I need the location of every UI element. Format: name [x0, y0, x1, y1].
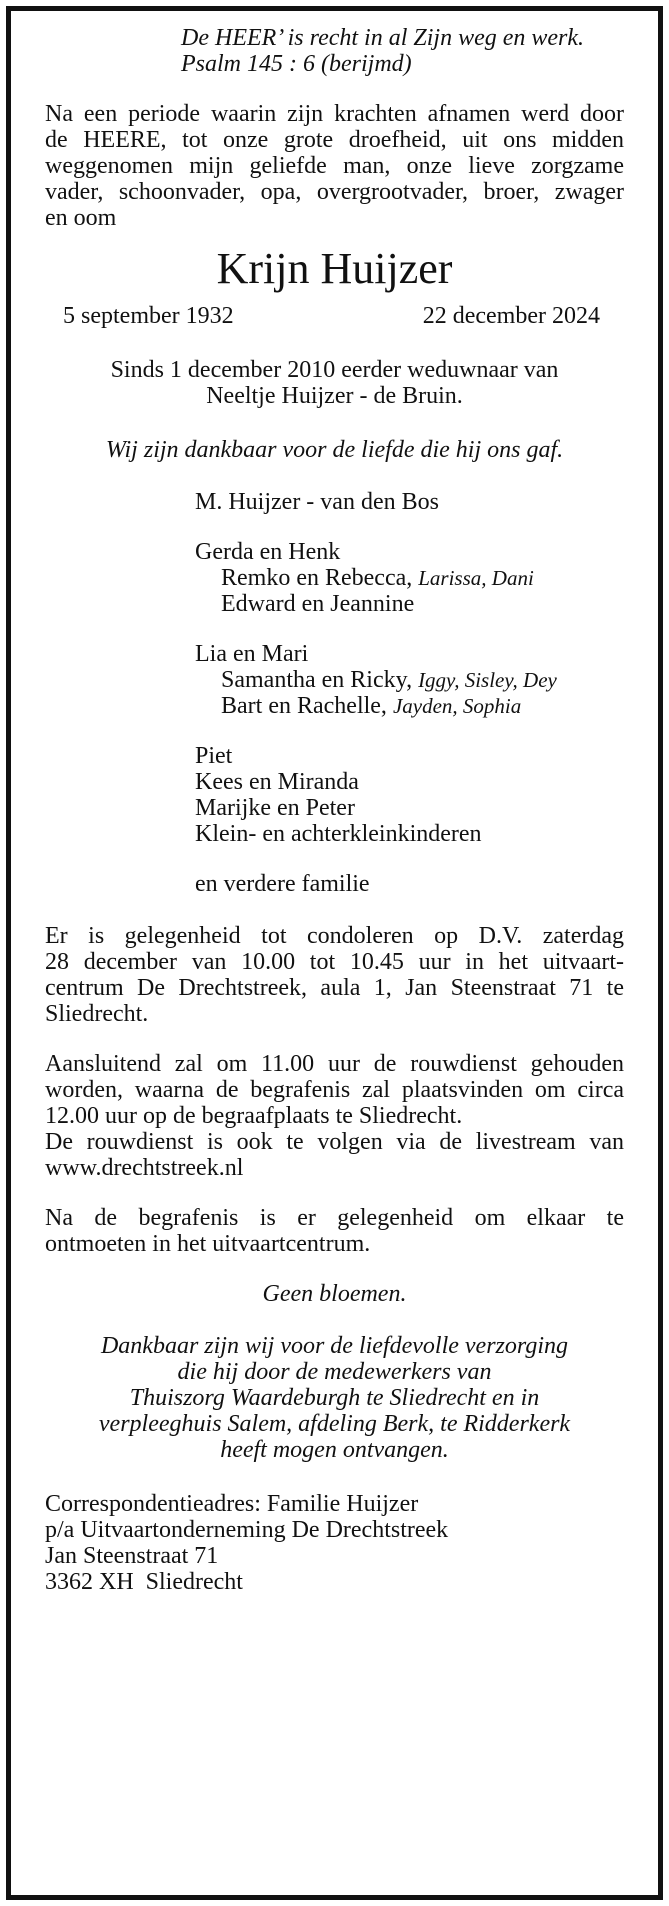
condolence-line: Sliedrecht.: [45, 1001, 149, 1027]
after-funeral-line: ontmoeten in het uitvaartcentrum.: [45, 1231, 371, 1257]
family-spouse: M. Huijzer - van den Bos: [195, 489, 439, 515]
gratitude-line: die hij door de medewerkers van: [177, 1359, 492, 1385]
condolence-line: 28 december van 10.00 tot 10.45 uur in het uitvaart-: [45, 949, 624, 975]
correspondence-line: Correspondentieadres: Familie Huijzer: [45, 1491, 419, 1517]
service-line: De rouwdienst is ook te volgen via de livestream van: [45, 1129, 624, 1155]
condolence-line: centrum De Drechtstreek, aula 1, Jan Steenstraat 71 te: [45, 975, 624, 1001]
death-date: 22 december 2024: [422, 303, 600, 329]
gratitude-line: Thuiszorg Waardeburgh te Sliedrecht en in: [129, 1385, 540, 1411]
family-grandchild: [221, 589, 414, 619]
motto-reference: Psalm 145 : 6 (berijmd): [181, 51, 412, 77]
family-member: Klein- en achterkleinkinderen: [195, 821, 482, 847]
widower-line: Sinds 1 december 2010 eerder weduwnaar van: [110, 357, 559, 383]
family-member: Piet: [195, 743, 233, 769]
grandchild-names: Samantha en Ricky,: [221, 667, 413, 693]
thanks-quote: Wij zijn dankbaar voor de liefde die hij ons gaf.: [105, 437, 564, 463]
family-member: Marijke en Peter: [195, 795, 355, 821]
motto-text: De HEER’ is recht in al Zijn weg en werk.: [181, 25, 585, 51]
intro-line: weggenomen mijn geliefde man, onze lieve zorgzame: [45, 153, 624, 179]
great-grandchildren: Iggy, Sisley, Dey: [418, 668, 557, 692]
condolence-line: Er is gelegenheid tot condoleren op D.V. zaterdag: [45, 923, 624, 949]
widower-line: Neeltje Huijzer - de Bruin.: [206, 383, 463, 409]
service-line: 12.00 uur op de begraafplaats te Sliedrecht.: [45, 1103, 463, 1129]
deceased-name: Krijn Huijzer: [216, 244, 453, 293]
family-member: Kees en Miranda: [195, 769, 359, 795]
gratitude-line: heeft mogen ontvangen.: [220, 1437, 449, 1463]
livestream-link: www.drechtstreek.nl: [45, 1155, 244, 1181]
grandchild-names: Bart en Rachelle,: [221, 693, 387, 719]
gratitude-line: Dankbaar zijn wij voor de liefdevolle verzorging: [100, 1333, 569, 1359]
service-line: Aansluitend zal om 11.00 uur de rouwdienst gehouden: [45, 1051, 624, 1077]
correspondence-line: 3362 XH Sliedrecht: [45, 1569, 243, 1595]
no-flowers-note: Geen bloemen.: [262, 1281, 407, 1307]
correspondence-line: p/a Uitvaartonderneming De Drechtstreek: [45, 1517, 449, 1543]
gratitude-line: verpleeghuis Salem, afdeling Berk, te Ridderkerk: [98, 1411, 571, 1437]
birth-date: 5 september 1932: [63, 303, 234, 329]
after-funeral-line: Na de begrafenis is er gelegenheid om elkaar te: [45, 1205, 624, 1231]
correspondence-line: Jan Steenstraat 71: [45, 1543, 219, 1569]
service-line: worden, waarna de begrafenis zal plaatsvinden om circa: [45, 1077, 624, 1103]
intro-line: vader, schoonvader, opa, overgrootvader, broer, zwager: [45, 179, 624, 205]
obituary-content: [45, 11, 624, 1895]
great-grandchildren: Larissa, Dani: [418, 566, 534, 590]
obituary-frame: [6, 6, 663, 1900]
great-grandchildren: Jayden, Sophia: [392, 694, 522, 718]
family-further: en verdere familie: [195, 871, 370, 897]
family-child: Gerda en Henk: [195, 539, 341, 565]
family-child: Lia en Mari: [195, 641, 309, 667]
intro-line: de HEERE, tot onze grote droefheid, uit ons midden: [45, 127, 624, 153]
grandchild-names: Edward en Jeannine: [221, 591, 415, 617]
grandchild-names: Remko en Rebecca,: [221, 565, 413, 591]
intro-line: en oom: [45, 205, 117, 231]
intro-line: Na een periode waarin zijn krachten afnamen werd door: [45, 101, 624, 127]
family-grandchild: [221, 691, 521, 721]
